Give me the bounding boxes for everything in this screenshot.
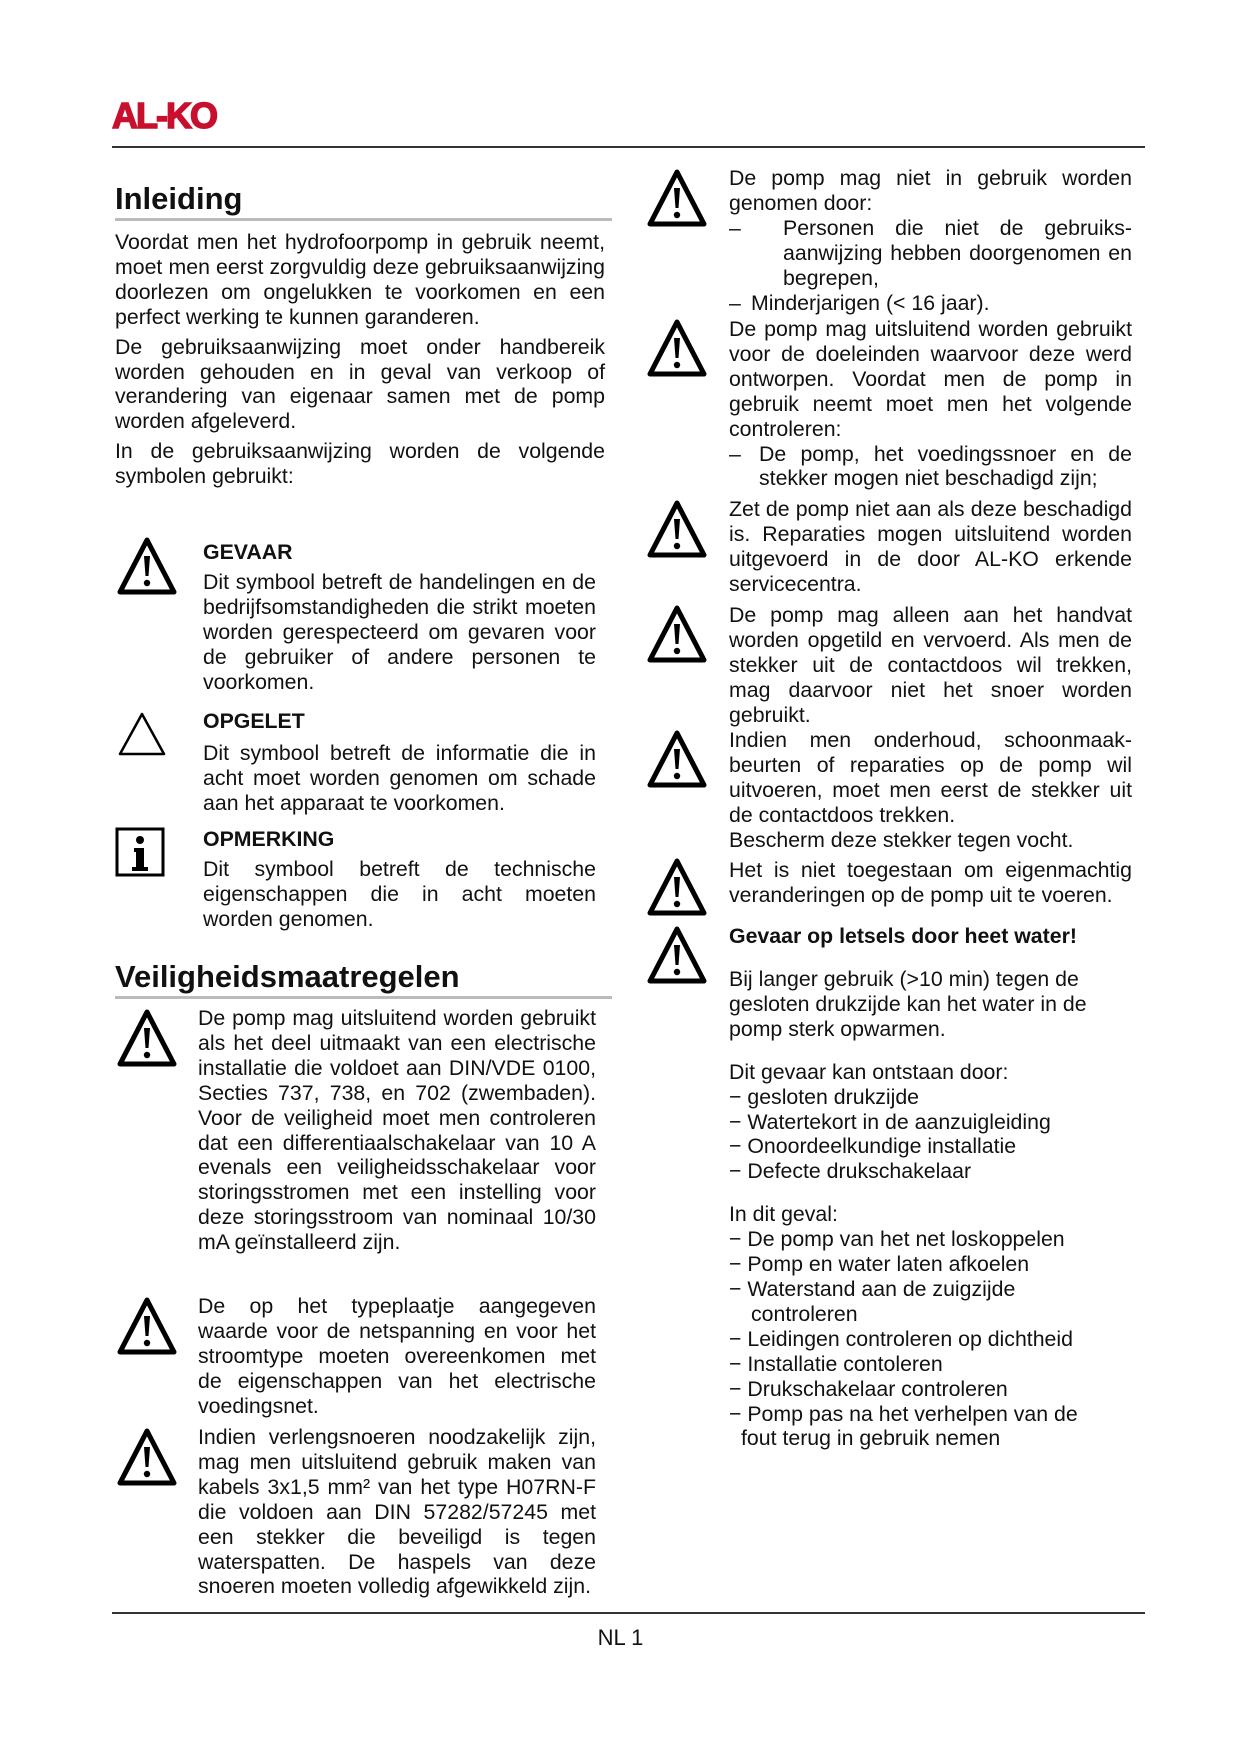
actions-list (729, 1227, 1132, 1451)
hot-water-title: Gevaar op letsels door heet water! (729, 924, 1077, 948)
symbol-opmerking (203, 827, 596, 932)
causes-list (729, 1085, 1132, 1185)
bullet-content: Personen die niet de gebruiks-aanwijzing hebben doorgenomen en begrepen, (783, 215, 1132, 290)
warning-triangle-icon (647, 604, 707, 664)
page-number: NL 1 (597, 1625, 644, 1650)
safety-title-rule (115, 996, 612, 999)
list-item: − Watertekort in de aanzuigleiding (729, 1109, 1051, 1134)
dash: – (729, 215, 741, 240)
alko-logo (112, 98, 244, 139)
warning-triangle-icon (117, 1008, 177, 1068)
safety-item: De op het typeplaatje aangegeven waarde voor de netspanning en voor het stroomtype moeten overeenkomen met de eigenschappen van het electrische voedingsnet. (198, 1294, 596, 1418)
symbol-title: OPMERKING (203, 827, 335, 851)
safety-title: Veiligheidsmaatregelen (115, 959, 460, 994)
dash: – (729, 290, 741, 315)
logo-text: AL-KO (112, 98, 216, 134)
list-item: − Onoordeelkundige installatie (729, 1134, 1017, 1159)
list-item: − De pomp van het net loskoppelen (729, 1227, 1065, 1252)
bullet-line (729, 442, 1132, 492)
warning-text: De pomp mag niet in gebruik worden genomen door: (729, 166, 1132, 215)
symbol-title: OPGELET (203, 709, 305, 733)
list-item: − gesloten drukzijde (729, 1084, 920, 1109)
list-item: − Drukschakelaar controleren (729, 1376, 1008, 1401)
warning-triangle-icon (647, 729, 707, 789)
safety-item: Indien verlengsnoeren noodzakelijk zijn, mag men uitsluitend gebruik maken van kabels 3x1,5 mm² van het type H07RN-F die voldoen aan DIN 57282/57245 met een stekker die beveiligd is tegen waterspatten. De haspels van deze snoeren moeten volledig afgewikkeld zijn. (198, 1425, 596, 1599)
list-item: − Defecte drukschakelaar (729, 1159, 972, 1184)
intro-paragraph: In de gebruiksaanwijzing worden de volgende symbolen gebruikt: (115, 439, 605, 489)
warning-triangle-icon (117, 1296, 177, 1356)
causes-title: Dit gevaar kan ontstaan door: (729, 1059, 1009, 1084)
warning-triangle-icon (647, 168, 707, 228)
intro-title: Inleiding (115, 181, 243, 216)
bullet-text: Minderjarigen (< 16 jaar). (751, 290, 990, 315)
list-item: controleren (751, 1301, 858, 1326)
warning-triangle-icon (117, 536, 177, 596)
warning-damaged: Zet de pomp niet aan als deze beschadigd is. Reparaties mogen uitsluitend worden uitgevoerd in de door AL-KO erkende servicecentra. (729, 497, 1132, 596)
intro-paragraph: De gebruiksaanwijzing moet onder handbereik worden gehouden en in geval van verkoop of verandering van eigenaar samen met de pomp worden afgeleverd. (115, 334, 605, 434)
caution-triangle-icon (117, 710, 167, 758)
list-item: − Installatie contoleren (729, 1351, 943, 1376)
warning-modifications: Het is niet toegestaan om eigenmachtig veranderingen op de pomp uit te voeren. (729, 858, 1132, 907)
intro-paragraph: Voordat men het hydrofoorpomp in gebruik neemt, moet men eerst zorgvuldig deze gebruiksaanwijzing doorlezen om ongelukken te voorkomen en een perfect werking te kunnen garanderen. (115, 230, 605, 329)
intro-title-rule (115, 218, 612, 221)
bullet-text: De pomp, het voedingssnoer en de stekker mogen niet beschadigd zijn; (759, 441, 1132, 491)
warning-intended-use (729, 317, 1132, 491)
intro-text (115, 230, 605, 489)
warning-not-used-by (729, 166, 1132, 315)
symbol-text: Dit symbool betreft de informatie die in acht moet worden genomen om schade aan het apparaat te voorkomen. (203, 741, 596, 815)
bullet-line (729, 291, 1132, 316)
symbol-gevaar (203, 540, 596, 695)
header-rule (112, 146, 1145, 148)
footer-rule (112, 1612, 1145, 1614)
symbol-title: GEVAAR (203, 540, 293, 564)
list-item: − Leidingen controleren op dichtheid (729, 1326, 1073, 1351)
symbol-text: Dit symbool betreft de technische eigenschappen die in acht moeten worden genomen. (203, 857, 596, 931)
warning-handle: De pomp mag alleen aan het handvat worden opgetild en vervoerd. Als men de stekker uit de contactdoos wil trekken, mag daarvoor niet het snoer worden gebruikt. (729, 603, 1132, 727)
info-icon (115, 827, 165, 877)
bullet-line (729, 216, 1132, 291)
list-item: − Waterstand aan de zuigzijde (729, 1276, 1016, 1301)
bullet-text (783, 216, 1132, 291)
warning-extra: Bescherm deze stekker tegen vocht. (729, 827, 1074, 852)
list-item: − Pomp en water laten afkoelen (729, 1252, 1030, 1277)
hot-water-intro: Bij langer gebruik (>10 min) tegen de gesloten drukzijde kan het water in de pomp sterk opwarmen. (729, 967, 1087, 1041)
list-item: − Pomp pas na het verhelpen van de (729, 1401, 1078, 1426)
dash: – (729, 441, 741, 466)
hot-water-section (729, 967, 1132, 1451)
alko-logo-graphic (112, 98, 244, 134)
symbol-opgelet (203, 709, 596, 816)
warning-triangle-icon (117, 1427, 177, 1487)
actions-title: In dit geval: (729, 1202, 838, 1227)
symbol-text: Dit symbool betreft de handelingen en de bedrijfsomstandigheden die strikt moeten worden gerespecteerd om gevaren voor de gebruiker of andere personen te voorkomen. (203, 570, 596, 694)
warning-triangle-icon (647, 499, 707, 559)
safety-item: De pomp mag uitsluitend worden gebruikt als het deel uitmaakt van een electrische installatie die voldoet aan DIN/VDE 0100, Secties 737, 738, en 702 (zwembaden). Voor de veiligheid moet men controleren dat een differentiaalschakelaar van 10 A evenals een veiligheidsschakelaar voor storingsstromen met een instelling voor deze storingsstroom van nominaal 10/30 mA geïnstalleerd zijn. (198, 1006, 596, 1255)
warning-text: Indien men onderhoud, schoonmaak-beurten of reparaties op de pomp wil uitvoeren, moet men eerst de stekker uit de contactdoos trekken. (729, 728, 1132, 827)
warning-triangle-icon (647, 318, 707, 378)
warning-triangle-icon (647, 925, 707, 985)
warning-triangle-icon (647, 857, 707, 917)
warning-text: De pomp mag uitsluitend worden gebruikt voor de doeleinden waarvoor deze werd ontworpen. Voordat men de pomp in gebruik neemt moet men het volgende controleren: (729, 317, 1132, 441)
list-item: fout terug in gebruik nemen (741, 1426, 1001, 1451)
warning-maintenance (729, 728, 1132, 853)
